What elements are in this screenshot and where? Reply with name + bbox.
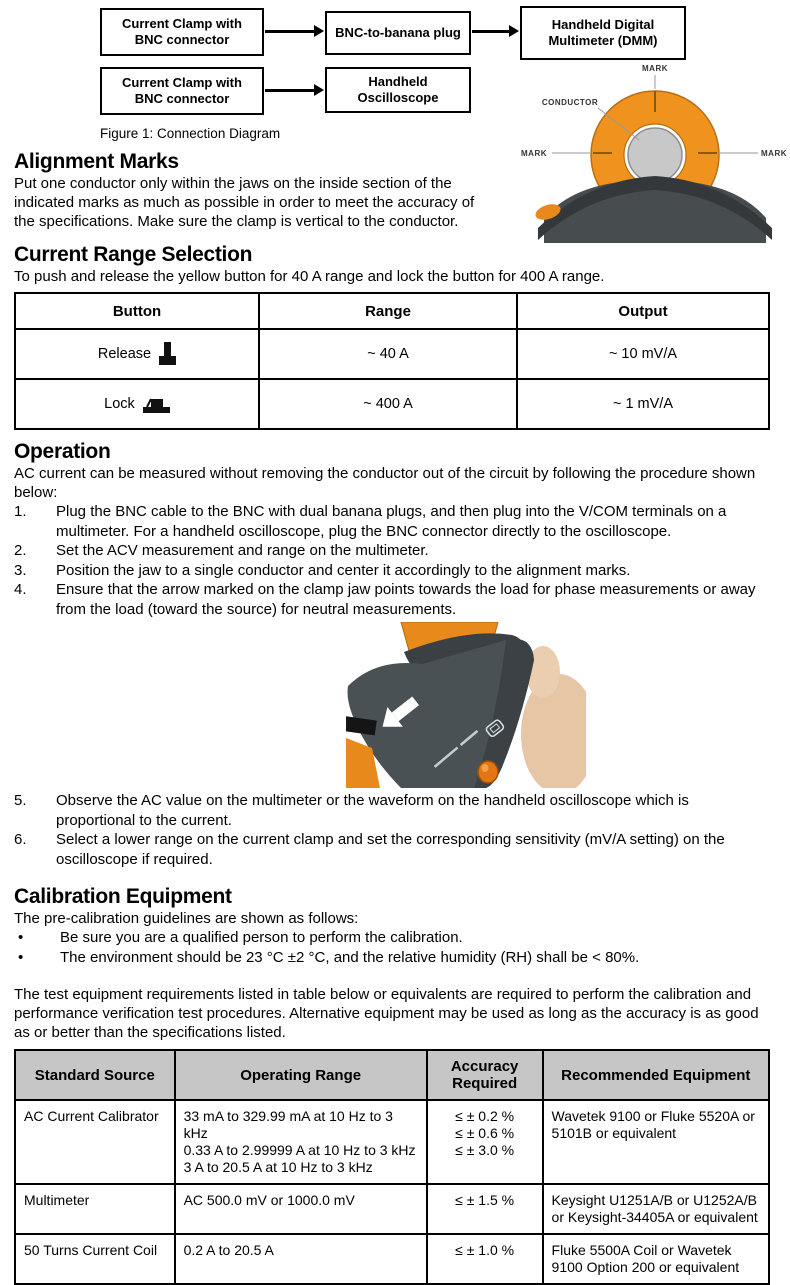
- clamp-photo-illustration: [346, 622, 586, 788]
- range-col-output: Output: [517, 293, 769, 329]
- label-mark-top: MARK: [642, 64, 668, 73]
- operation-step: [14, 541, 770, 561]
- bullet-text: The environment should be 23 °C ±2 °C, and the relative humidity (RH) shall be < 80%.: [60, 948, 640, 966]
- flow-arrow-2: [472, 30, 510, 33]
- range-cell: 33 mA to 329.99 mA at 10 Hz to 3 kHz 0.33 A to 2.99999 A at 10 Hz to 3 kHz 3 A to 20.5 A at 10 Hz to 3 kHz: [175, 1100, 427, 1184]
- button-locked-icon: [143, 395, 170, 413]
- col-standard-source: Standard Source: [15, 1050, 175, 1100]
- accuracy-cell: ≤ ± 0.2 % ≤ ± 0.6 % ≤ ± 3.0 %: [427, 1100, 543, 1184]
- operation-step: [14, 502, 770, 541]
- calibration-section: [0, 885, 790, 1285]
- flow-box-label: Current Clamp with BNC connector: [122, 16, 242, 47]
- table-row: [15, 1184, 769, 1234]
- flow-arrow-3: [265, 89, 315, 92]
- step-number: 6.: [14, 831, 27, 848]
- lock-label: Lock: [104, 396, 135, 412]
- step-number: 4.: [14, 581, 27, 598]
- col-recommended-equipment: Recommended Equipment: [543, 1050, 769, 1100]
- figure-caption: Figure 1: Connection Diagram: [100, 126, 281, 141]
- flow-box-dmm: [520, 6, 686, 60]
- operation-title: Operation: [14, 440, 111, 463]
- alignment-section: [14, 150, 488, 231]
- step-text: Position the jaw to a single conductor and center it accordingly to the alignment marks.: [56, 561, 631, 579]
- bullet-icon: •: [18, 948, 24, 966]
- step-number: 2.: [14, 542, 27, 559]
- flow-box-bnc-banana-plug: [325, 11, 471, 55]
- calibration-intro: The pre-calibration guidelines are shown as follows:: [14, 910, 359, 927]
- label-conductor: CONDUCTOR: [541, 98, 599, 107]
- bullet-text: Be sure you are a qualified person to perform the calibration.: [60, 929, 463, 946]
- source-cell: 50 Turns Current Coil: [15, 1234, 175, 1284]
- range-section: [0, 243, 790, 430]
- clamp-arrow-photo: [346, 622, 586, 788]
- operation-step: [14, 580, 770, 619]
- range-title: Current Range Selection: [14, 243, 253, 266]
- release-label: Release: [97, 346, 152, 362]
- range-table-header-row: [15, 293, 769, 329]
- range-col-button: Button: [15, 293, 259, 329]
- conductor-circle: [628, 128, 682, 182]
- equipment-cell: Fluke 5500A Coil or Wavetek 9100 Option 200 or equivalent: [543, 1234, 769, 1284]
- flow-box-label: Handheld Oscilloscope: [357, 74, 439, 105]
- alignment-title: Alignment Marks: [14, 150, 179, 173]
- step-number: 5.: [14, 792, 27, 809]
- range-col-range: Range: [259, 293, 517, 329]
- bullet-icon: •: [18, 929, 24, 946]
- flow-box-oscilloscope: [325, 67, 471, 113]
- step-text: Ensure that the arrow marked on the clamp jaw points towards the load for phase measurements or away from the load (toward the source) for neutral measurements.: [56, 581, 756, 618]
- source-cell: Multimeter: [15, 1184, 175, 1234]
- equipment-cell: Keysight U1251A/B or U1252A/B or Keysight-34405A or equivalent: [543, 1184, 769, 1234]
- clamp-alignment-diagram: [518, 60, 790, 243]
- calibration-paragraph: The test equipment requirements listed in table below or equivalents are required to perform the calibration and performance verification test procedures. Alternative equipment may be used as long as the accuracy is as good as or better than the specifications listed.: [14, 986, 759, 1041]
- operation-step: [14, 561, 770, 581]
- operation-section: [0, 440, 790, 869]
- lock-range: ~ 400 A: [259, 379, 517, 429]
- range-button: [478, 761, 498, 783]
- step-text: Plug the BNC cable to the BNC with dual banana plugs, and then plug into the V/COM terminals on a multimeter. For a handheld oscilloscope, plug the BNC connector directly to the oscilloscope.: [56, 503, 727, 540]
- flow-box-label: Current Clamp with BNC connector: [122, 75, 242, 106]
- range-cell: 0.2 A to 20.5 A: [175, 1234, 427, 1284]
- step-text: Select a lower range on the current clamp and set the corresponding sensitivity (mV/A setting) on the oscilloscope if required.: [56, 831, 725, 868]
- operation-intro: AC current can be measured without removing the conductor out of the circuit by following the procedure shown below:: [14, 465, 756, 501]
- operation-step: [14, 791, 770, 830]
- table-row: [15, 329, 769, 379]
- flow-box-label: BNC-to-banana plug: [335, 25, 461, 40]
- step-number: 1.: [14, 503, 27, 520]
- operation-step: [14, 830, 770, 869]
- label-mark-right: MARK: [761, 149, 787, 158]
- step-text: Set the ACV measurement and range on the multimeter.: [56, 542, 429, 559]
- release-range: ~ 40 A: [259, 329, 517, 379]
- release-output: ~ 10 mV/A: [517, 329, 769, 379]
- table-row: [15, 379, 769, 429]
- flow-box-current-clamp-1: [100, 8, 264, 56]
- step-text: Observe the AC value on the multimeter or the waveform on the handheld oscilloscope which is proportional to the current.: [56, 792, 689, 829]
- flow-arrow-1: [265, 30, 315, 33]
- equipment-cell: Wavetek 9100 or Fluke 5520A or 5101B or equivalent: [543, 1100, 769, 1184]
- button-released-icon: [159, 342, 176, 366]
- calibration-bullet: [14, 928, 770, 948]
- range-cell: AC 500.0 mV or 1000.0 mV: [175, 1184, 427, 1234]
- lock-output: ~ 1 mV/A: [517, 379, 769, 429]
- table-row: [15, 1234, 769, 1284]
- calibration-title: Calibration Equipment: [14, 885, 232, 908]
- table-row: [15, 1100, 769, 1184]
- accuracy-cell: ≤ ± 1.0 %: [427, 1234, 543, 1284]
- flow-box-label: Handheld Digital Multimeter (DMM): [548, 17, 658, 48]
- source-cell: AC Current Calibrator: [15, 1100, 175, 1184]
- top-area: [0, 0, 790, 243]
- calibration-bullet: [14, 948, 770, 968]
- calibration-table-header-row: [15, 1050, 769, 1100]
- col-operating-range: Operating Range: [175, 1050, 427, 1100]
- alignment-body: Put one conductor only within the jaws on the inside section of the indicated marks as much as possible in order to meet the accuracy of the specifications. Make sure the clamp is vertical to the conductor.: [14, 175, 475, 230]
- step-number: 3.: [14, 561, 27, 579]
- flow-box-current-clamp-2: [100, 67, 264, 115]
- accuracy-cell: ≤ ± 1.5 %: [427, 1184, 543, 1234]
- label-mark-left: MARK: [521, 149, 547, 158]
- range-intro: To push and release the yellow button for 40 A range and lock the button for 400 A range.: [14, 268, 605, 285]
- col-accuracy-required: Accuracy Required: [427, 1050, 543, 1100]
- calibration-table: [14, 1049, 770, 1285]
- range-table: [14, 292, 770, 430]
